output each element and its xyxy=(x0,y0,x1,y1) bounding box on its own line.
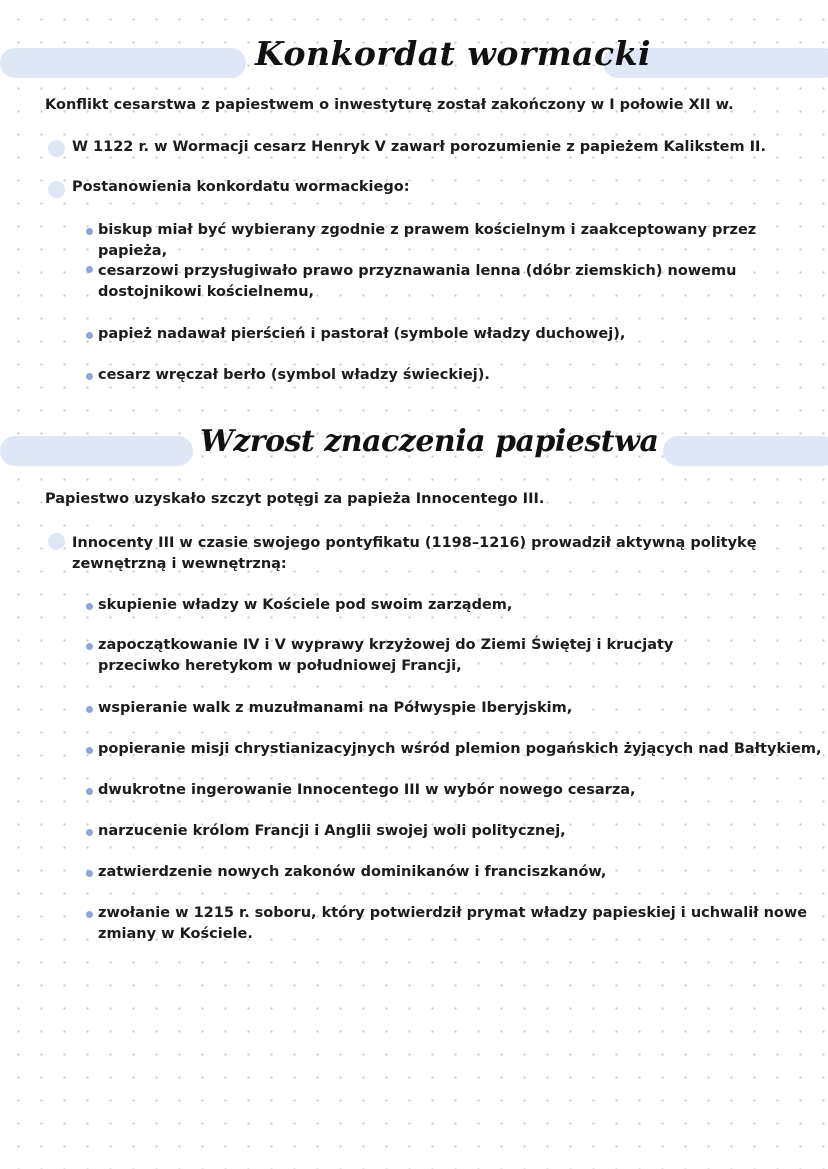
title-highlight-right xyxy=(663,436,828,466)
title-highlight-left xyxy=(0,436,193,466)
section-title-wzrost: Wzrost znaczenia papiestwa xyxy=(200,424,659,459)
title-highlight-left xyxy=(0,48,246,78)
bullet-dot xyxy=(86,788,93,795)
bullet-dot xyxy=(86,373,93,380)
subpoint-item: popieranie misji chrystianizacyjnych wśród plemion pogańskich żyjących nad Bałtykiem, xyxy=(98,741,822,757)
subpoint-item: papież nadawał pierścień i pastorał (symbole władzy duchowej), xyxy=(98,326,626,342)
bullet-dot xyxy=(86,228,93,235)
subpoint-item: cesarz wręczał berło (symbol władzy świeckiej). xyxy=(98,367,490,383)
subpoint-item: cesarzowi przysługiwało prawo przyznawania lenna (dóbr ziemskich) nowemu dostojnikowi kościelnemu, xyxy=(98,263,737,300)
bullet-dot xyxy=(86,911,93,918)
subpoint-item: biskup miał być wybierany zgodnie z prawem kościelnym i zaakceptowany przez papieża, xyxy=(98,222,757,259)
bullet-dot xyxy=(86,643,93,650)
bullet-dot xyxy=(86,266,93,273)
bullet-circle xyxy=(48,533,65,550)
point-item: W 1122 r. w Wormacji cesarz Henryk V zawarł porozumienie z papieżem Kalikstem II. xyxy=(72,139,766,155)
point-item: Innocenty III w czasie swojego pontyfikatu (1198–1216) prowadził aktywną politykę zewnętrzną i wewnętrzną: xyxy=(72,535,757,572)
point-item: Postanowienia konkordatu wormackiego: xyxy=(72,179,410,195)
subpoint-item: zatwierdzenie nowych zakonów dominikanów i franciszkanów, xyxy=(98,864,607,880)
bullet-circle xyxy=(48,181,65,198)
subpoint-item: skupienie władzy w Kościele pod swoim zarządem, xyxy=(98,597,513,613)
section-intro: Papiestwo uzyskało szczyt potęgi za papieża Innocentego III. xyxy=(45,491,545,507)
subpoint-item: dwukrotne ingerowanie Innocentego III w wybór nowego cesarza, xyxy=(98,782,636,798)
bullet-dot xyxy=(86,332,93,339)
bullet-dot xyxy=(86,603,93,610)
subpoint-item: zapoczątkowanie IV i V wyprawy krzyżowej do Ziemi Świętej i krucjaty przeciwko heretykom w południowej Francji, xyxy=(98,637,674,674)
bullet-dot xyxy=(86,747,93,754)
bullet-circle xyxy=(48,140,65,157)
bullet-dot xyxy=(86,706,93,713)
subpoint-item: zwołanie w 1215 r. soboru, który potwierdził prymat władzy papieskiej i uchwalił nowe zmiany w Kościele. xyxy=(98,905,808,942)
subpoint-item: narzucenie królom Francji i Anglii swojej woli politycznej, xyxy=(98,823,566,839)
section-title-konkordat: Konkordat wormacki xyxy=(255,34,652,73)
subpoint-item: wspieranie walk z muzułmanami na Półwyspie Iberyjskim, xyxy=(98,700,573,716)
section-intro: Konflikt cesarstwa z papiestwem o inwestyturę został zakończony w I połowie XII w. xyxy=(45,97,734,113)
bullet-dot xyxy=(86,829,93,836)
bullet-dot xyxy=(86,870,93,877)
